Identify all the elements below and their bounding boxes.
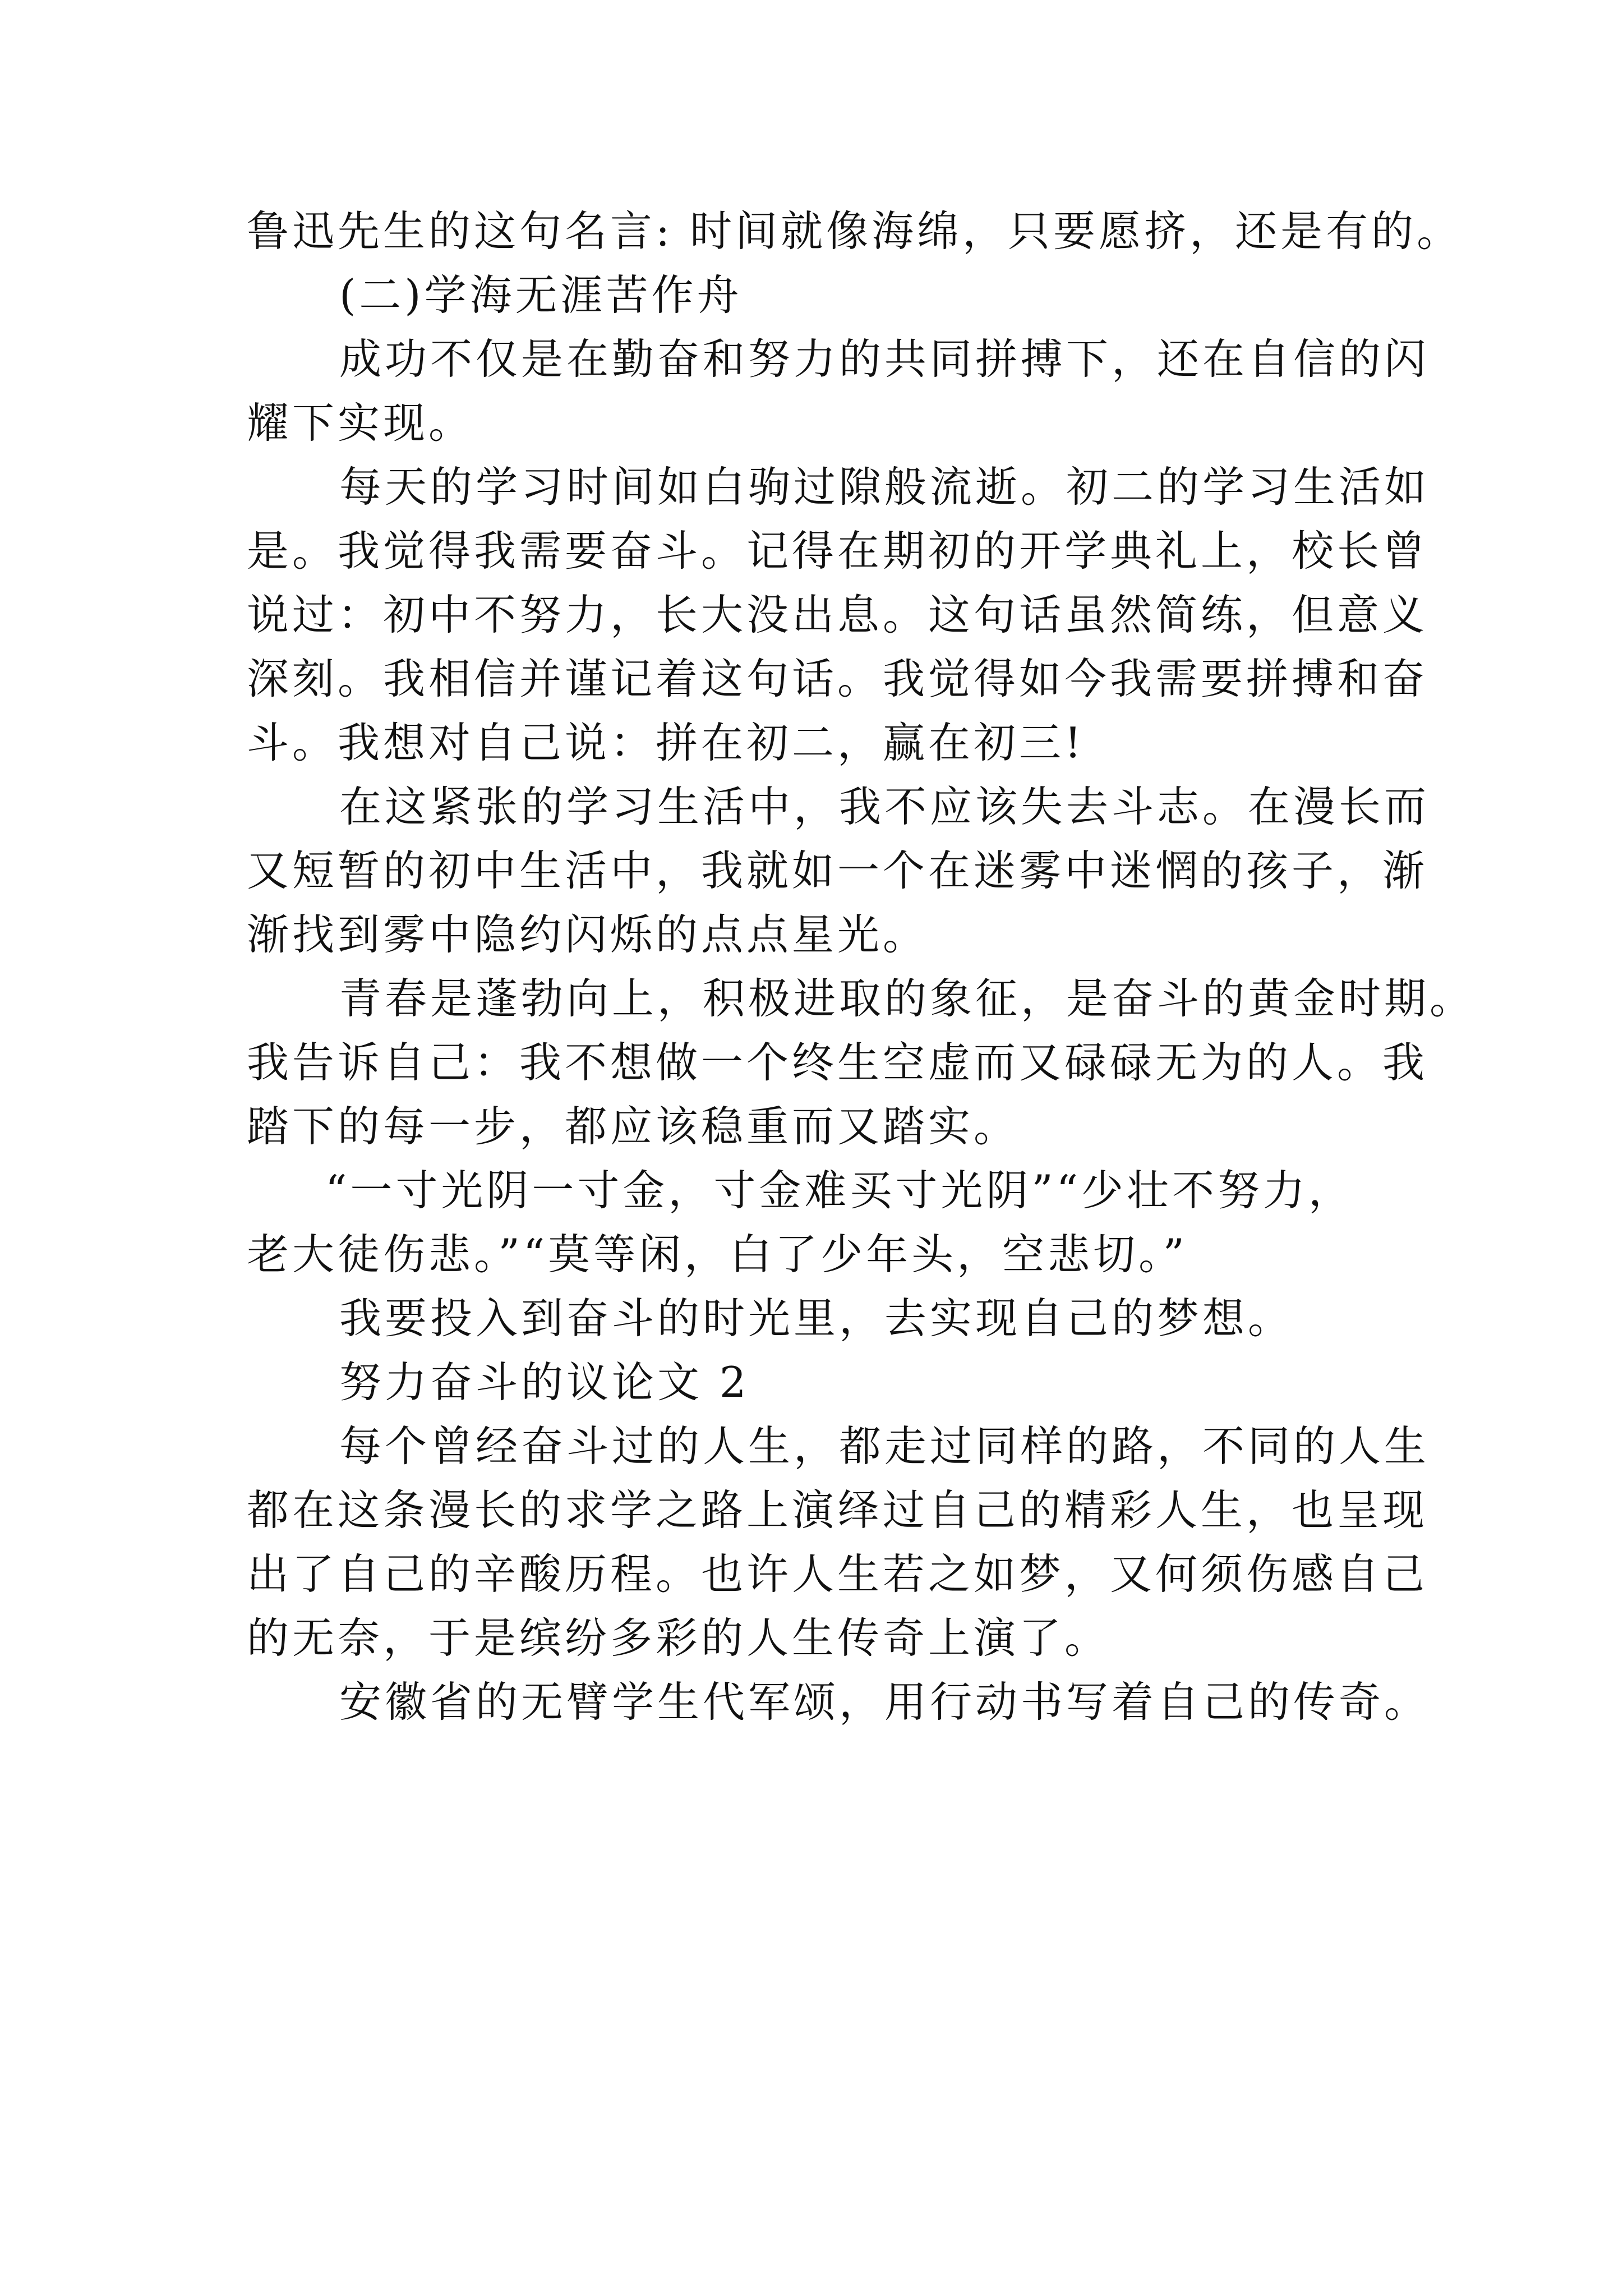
text-line: 青春是蓬勃向上，积极进取的象征，是奋斗的黄金时期。 [339, 974, 1476, 1023]
text-line: 渐找到雾中隐约闪烁的点点星光。 [247, 910, 929, 959]
document-body [247, 199, 1476, 1734]
text-line: 出了自己的辛酸历程。也许人生若之如梦，又何须伤感自己 [247, 1549, 1428, 1599]
text-line: 又短暂的初中生活中，我就如一个在迷雾中迷惘的孩子，渐 [247, 846, 1428, 895]
text-line: 踏下的每一步，都应该稳重而又踏实。 [247, 1102, 1020, 1151]
text-line: 每个曾经奋斗过的人生，都走过同样的路，不同的人生 [339, 1421, 1430, 1471]
section-heading: (二)学海无涯苦作舟 [339, 270, 743, 320]
text-line: 我告诉自己：我不想做一个终生空虚而又碌碌无为的人。我 [247, 1038, 1428, 1087]
text-line: 深刻。我相信并谨记着这句话。我觉得如今我需要拼搏和奋 [247, 654, 1428, 703]
text-line: 鲁迅先生的这句名言: 时间就像海绵，只要愿挤，还是有的。 [247, 206, 1463, 256]
text-line: 斗。我想对自己说：拼在初二，赢在初三! [247, 718, 1085, 767]
text-line: 成功不仅是在勤奋和努力的共同拼搏下，还在自信的闪 [339, 334, 1430, 384]
text-line: 每天的学习时间如白驹过隙般流逝。初二的学习生活如 [339, 462, 1430, 512]
text-line: 在这紧张的学习生活中，我不应该失去斗志。在漫长而 [339, 782, 1430, 831]
text-line: 都在这条漫长的求学之路上演绎过自己的精彩人生，也呈现 [247, 1485, 1428, 1535]
text-line: 是。我觉得我需要奋斗。记得在期初的开学典礼上，校长曾 [247, 526, 1428, 576]
text-line: 耀下实现。 [247, 398, 474, 448]
text-line: 说过：初中不努力，长大没出息。这句话虽然简练，但意义 [247, 590, 1428, 639]
essay-title: 努力奋斗的议论文 2 [339, 1358, 750, 1407]
text-line: 安徽省的无臂学生代军颂，用行动书写着自己的传奇。 [339, 1677, 1430, 1727]
text-line: 我要投入到奋斗的时光里，去实现自己的梦想。 [339, 1294, 1294, 1343]
quote-line: “一寸光阴一寸金，寸金难买寸光阴”“少壮不努力， [325, 1166, 1354, 1215]
quote-line: 老大徒伤悲。”“莫等闲，白了少年头，空悲切。” [247, 1230, 1188, 1279]
text-line: 的无奈，于是缤纷多彩的人生传奇上演了。 [247, 1613, 1110, 1663]
